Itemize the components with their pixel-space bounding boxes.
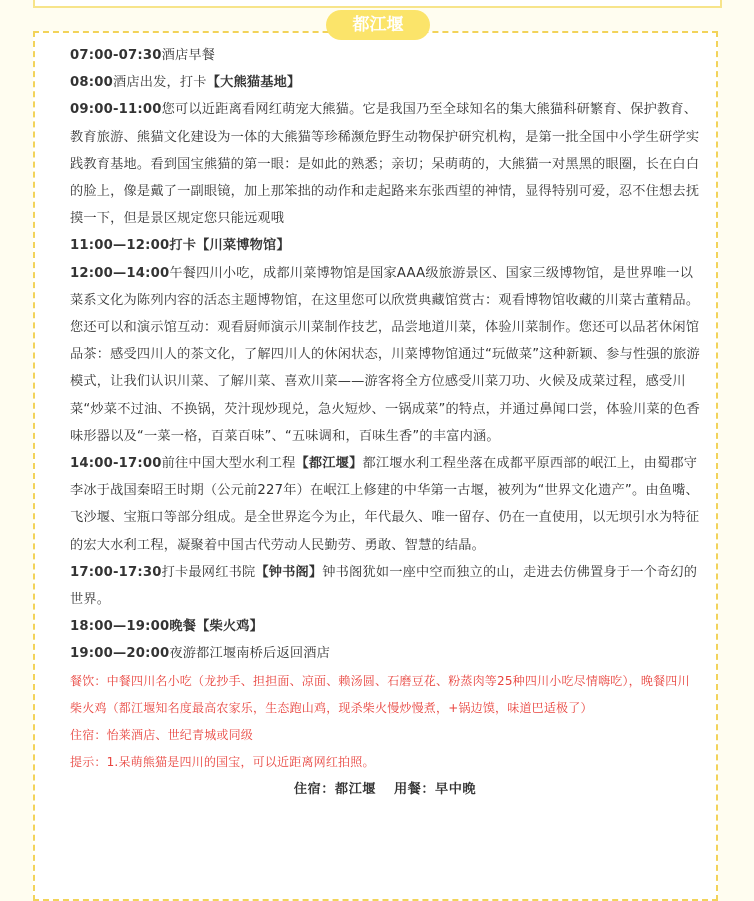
item-lunch-museum: 12:00—14:00午餐四川小吃，成都川菜博物馆是国家AAA级旅游景区、国家三级博物馆，是世界唯一以菜系文化为陈列内容的活态主题博物馆，在这里您可以欣赏典藏馆赏古：观看博物馆收藏的川菜古董精品。您还可以和演示馆互动：观看厨师演示川菜制作技艺，品尝地道川菜，体验川菜制作。您还可以品茗休闲馆品茶：感受四川人的茶文化，了解四川人的休闲状态，川菜博物馆通过“玩做菜”这种新颖、参与性强的旅游模式，让我们认识川菜、了解川菜、喜欢川菜——游客将全方位感受川菜刀功、火候及成菜过程，感受川菜“炒菜不过油、不换锅，芡汁现炒现兑，急火短炒、一锅成菜”的特点，并通过鼻闻口尝，体验川菜的色香味形器以及“一菜一格，百菜百味”、“五味调和，百味生香”的丰富内涵。 xyxy=(70,265,700,444)
footer-meals: 用餐：早中晚 xyxy=(394,782,477,798)
stay-note: 住宿：怡莱酒店、世纪青城或同级 xyxy=(70,728,254,743)
previous-section-frame xyxy=(33,0,722,8)
itinerary-content xyxy=(70,42,700,804)
item-night-tour: 19:00—20:00夜游都江堰南桥后返回酒店 xyxy=(70,646,330,662)
section-title: 都江堰 xyxy=(326,10,430,40)
item-panda: 09:00-11:00您可以近距离看网红萌宠大熊猫。它是我国乃至全球知名的集大熊猫科研繁育、保护教育、教育旅游、熊猫文化建设为一体的大熊猫等珍稀濒危野生动物保护研究机构，是第一批全国中小学生研学实践教育基地。看到国宝熊猫的第一眼：是如此的熟悉；亲切；呆萌萌的，大熊猫一对黑黑的眼圈，长在白白的脸上，像是戴了一副眼镜，加上那笨拙的动作和走起路来东张西望的神情，显得特别可爱，忍不住想去抚摸一下，但是景区规定您只能远观哦 xyxy=(70,102,700,227)
footer-stay: 住宿：都江堰 xyxy=(293,782,376,798)
item-breakfast: 07:00-07:30酒店早餐 xyxy=(70,48,216,63)
tip-note: 提示：1.呆萌熊猫是四川的国宝，可以近距离网红拍照。 xyxy=(70,755,375,770)
item-depart: 08:00酒店出发，打卡【大熊猫基地】 xyxy=(70,75,301,91)
item-dujiangyan: 14:00-17:00前往中国大型水利工程【都江堰】都江堰水利工程坐落在成都平原西部的岷江上，由蜀郡守李冰于战国秦昭王时期（公元前227年）在岷江上修建的中华第一古堰，被列为“世界文化遗产”。由鱼嘴、飞沙堰、宝瓶口等部分组成。是全世界迄今为止，年代最久、唯一留存、仍在一直使用，以无坝引水为特征的宏大水利工程，凝聚着中国古代劳动人民勤劳、勇敢、智慧的结晶。 xyxy=(70,456,700,553)
item-bookstore: 17:00-17:30打卡最网红书院【钟书阁】钟书阁犹如一座中空而独立的山，走进去仿佛置身于一个奇幻的世界。 xyxy=(70,564,698,608)
day-footer xyxy=(70,776,700,803)
meal-note: 餐饮：中餐四川名小吃（龙抄手、担担面、凉面、赖汤圆、石磨豆花、粉蒸肉等25种四川小吃尽情嗨吃），晚餐四川柴火鸡（都江堰知名度最高农家乐，生态跑山鸡，现杀柴火慢炒慢煮，+锅边馍，味道巴适极了） xyxy=(70,673,690,715)
item-dinner: 18:00—19:00晚餐【柴火鸡】 xyxy=(70,619,264,635)
item-museum-checkin: 11:00—12:00打卡【川菜博物馆】 xyxy=(70,238,290,254)
